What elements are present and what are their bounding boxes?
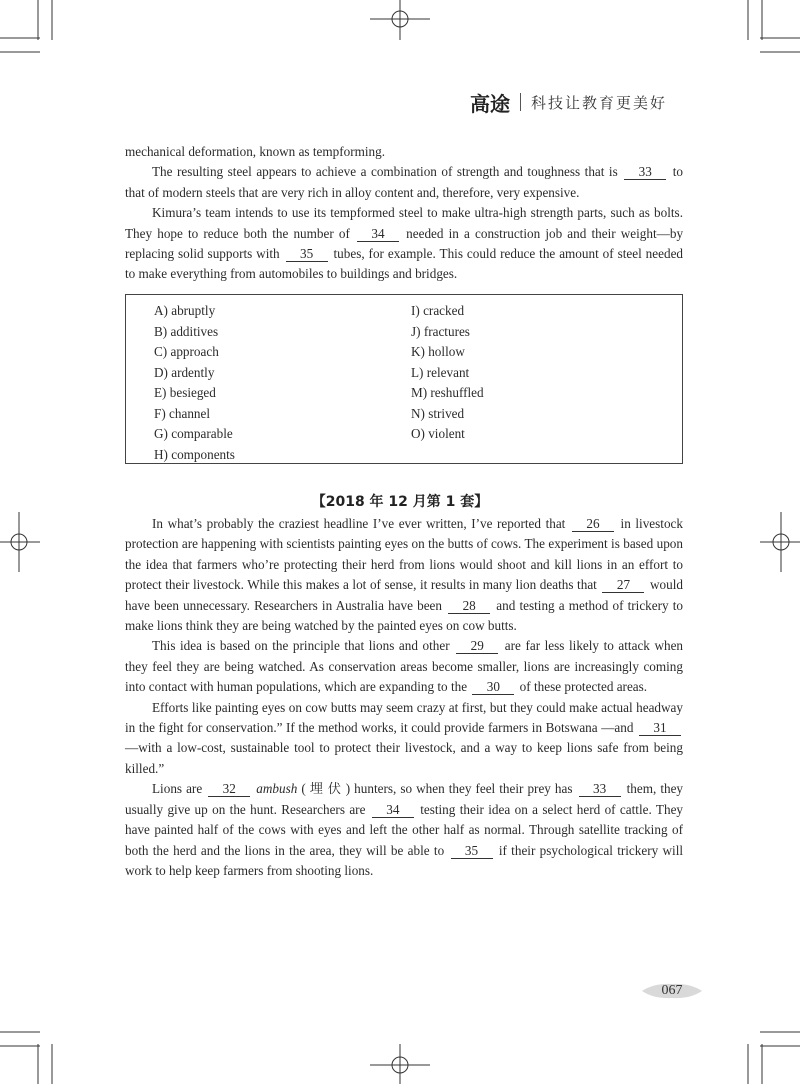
answer-blank[interactable]: 33 bbox=[624, 164, 666, 180]
word-option: J) fractures bbox=[411, 323, 470, 339]
page-number: 067 bbox=[640, 982, 704, 1000]
answer-blank[interactable]: 28 bbox=[448, 598, 490, 614]
word-option: B) additives bbox=[154, 323, 219, 339]
paragraph: mechanical deformation, known as tempforming. bbox=[125, 144, 386, 159]
paragraph: In what’s probably the craziest headline I’ve ever written, I’ve reported that 26 in livestock protection are happening with scientists painting eyes on the butts of cows. The experiment is based upon the idea that farmers who’re protecting their herd from lions would shoot and kill lions in an effort to protect their livestock. While this makes a lot of sense, it results in many lion deaths that 27 would have been unnecessary. Researchers in Australia have been 28 and testing a method of trickery to make lions think they are being watched by the painted eyes on cow butts. bbox=[125, 516, 683, 634]
paragraph: Lions are 32 ambush ( 埋 伏 ) hunters, so when they feel their prey has 33 them, they usually give up on the hunt. Researchers are 34 testing their idea on a select herd of cattle. They have painted half of the cows with eyes and left the other half as normal. Through satellite tracking of both the herd and the lions in the area, they will be able to 35 if their psychological trickery will work to help keep farmers from shooting lions. bbox=[125, 781, 684, 878]
word-bank-left-column bbox=[154, 301, 235, 465]
word-option: C) approach bbox=[154, 344, 219, 359]
word-option: I) cracked bbox=[411, 303, 465, 318]
passage-2 bbox=[125, 514, 683, 881]
word-option: A) abruptly bbox=[154, 303, 216, 318]
word-option: H) components bbox=[154, 446, 235, 462]
answer-blank[interactable]: 32 bbox=[208, 781, 250, 797]
word-option: E) besieged bbox=[154, 385, 216, 400]
word-option: G) comparable bbox=[154, 426, 233, 441]
brand-logo: 高途 bbox=[470, 91, 510, 116]
word-option: F) channel bbox=[154, 405, 211, 421]
answer-blank[interactable]: 31 bbox=[639, 720, 681, 736]
word-option: O) violent bbox=[411, 426, 465, 441]
section-title: 【2018 年 12 月第 1 套】 bbox=[311, 494, 489, 510]
header-divider bbox=[520, 93, 521, 111]
brand-slogan: 科技让教育更美好 bbox=[531, 93, 668, 112]
word-bank-right-column bbox=[411, 301, 484, 445]
answer-blank[interactable]: 27 bbox=[602, 577, 644, 593]
answer-blank[interactable]: 35 bbox=[286, 246, 328, 262]
paragraph: Kimura’s team intends to use its tempformed steel to make ultra-high strength parts, such as bolts. They hope to reduce both the number of 34 needed in a construction job and their weight—by replacing solid supports with 35 tubes, for example. This could reduce the amount of steel needed to make everything from automobiles to buildings and bridges. bbox=[125, 205, 684, 282]
passage-1 bbox=[125, 142, 683, 285]
answer-blank[interactable]: 34 bbox=[357, 226, 399, 242]
paragraph: This idea is based on the principle that lions and other 29 are far less likely to attack when they feel they are being watched. As conservation areas become smaller, lions are increasingly coming into contact with human populations, which are expanding to the 30 of these protected areas. bbox=[125, 638, 684, 695]
answer-blank[interactable]: 26 bbox=[572, 516, 614, 532]
paragraph: Efforts like painting eyes on cow butts may seem crazy at first, but they could make actual headway in the fight for conservation.” If the method works, it could provide farmers in Botswana —and 31 —with a low-cost, sustainable tool to protect their livestock, and a way to keep lions safe from being killed.” bbox=[125, 699, 683, 776]
answer-blank[interactable]: 35 bbox=[451, 843, 493, 859]
word-option: D) ardently bbox=[154, 364, 215, 380]
paragraph: The resulting steel appears to achieve a combination of strength and toughness that is 33 to that of modern steels that are very rich in alloy content and, therefore, very expensive. bbox=[125, 164, 683, 200]
answer-blank[interactable]: 34 bbox=[372, 802, 414, 818]
word-option: K) hollow bbox=[411, 344, 465, 359]
answer-blank[interactable]: 33 bbox=[579, 781, 621, 797]
word-option: N) strived bbox=[411, 405, 465, 421]
page-header bbox=[470, 90, 667, 114]
answer-blank[interactable]: 30 bbox=[472, 679, 514, 695]
answer-blank[interactable]: 29 bbox=[456, 638, 498, 654]
word-option: M) reshuffled bbox=[411, 385, 484, 400]
word-option: L) relevant bbox=[411, 364, 470, 380]
word-bank-box bbox=[125, 294, 683, 464]
